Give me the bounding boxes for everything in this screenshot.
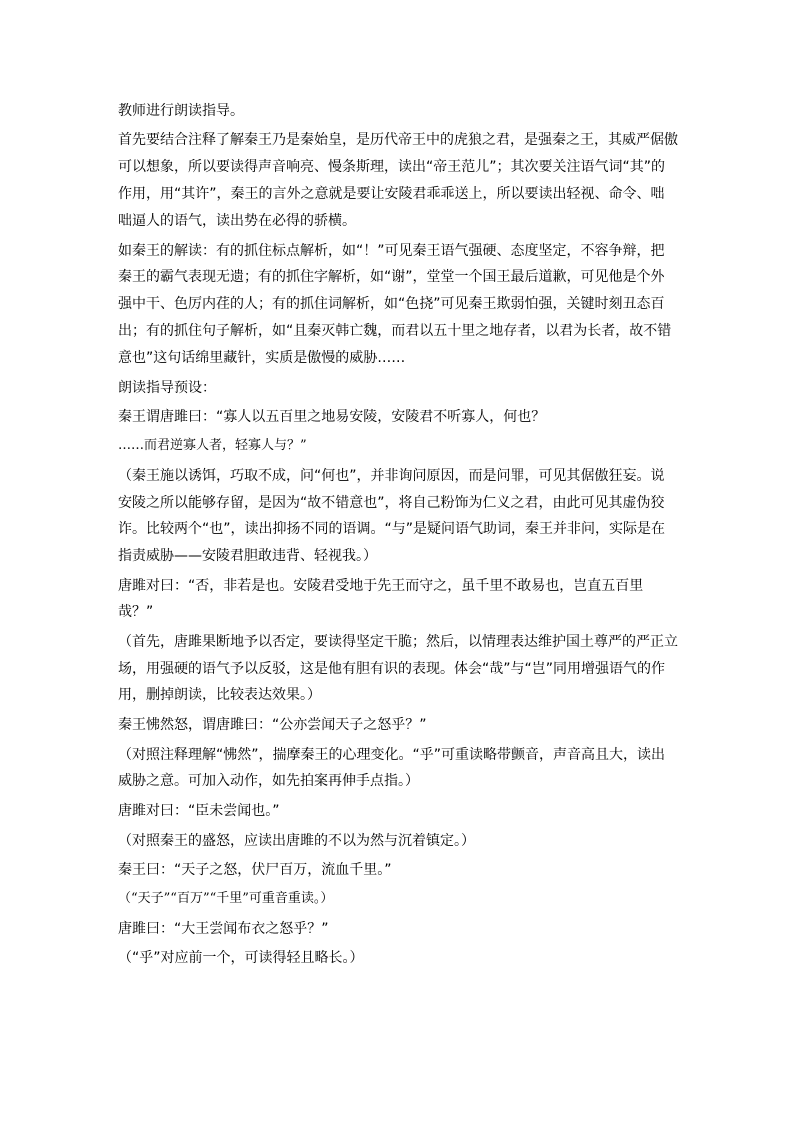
document-body — [118, 98, 678, 975]
paragraph-qin-speech-2: 秦王怫然怒，谓唐雎曰：“公亦尝闻天子之怒乎？” — [118, 717, 427, 734]
paragraph-qin-speech-1: 秦王谓唐雎曰：“寡人以五百里之地易安陵，安陵君不听寡人，何也？ — [118, 408, 546, 425]
paragraph-qin-speech-3: 秦王曰：“天子之怒，伏尸百万，流血千里。” — [118, 862, 392, 878]
paragraph-tang-reply-1: 唐雎对曰：“否，非若是也。安陵君受地于先王而守之，虽千里不敢易也，岂直五百里哉？” — [118, 577, 644, 621]
paragraph-tang-reply-3: 唐雎曰：“大王尝闻布衣之怒乎？” — [118, 920, 329, 937]
paragraph-note-2: （首先，唐雎果断地予以否定，要读得坚定干脆；然后，以情理表达维护国土尊严的严正立场，用强硬的语气予以反驳，这是他有胆有识的表现。体会“哉”与“岂”同用增强语气的作用，删掉朗读，比较表达效果。） — [118, 633, 678, 704]
paragraph-note-6: （“乎”对应前一个，可读得轻且略长。） — [118, 950, 364, 967]
paragraph-note-4: （对照秦王的盛怒，应读出唐雎的不以为然与沉着镇定。） — [118, 832, 475, 849]
paragraph-note-5: （“天子”“百万”“千里”可重音重读。） — [118, 891, 334, 907]
paragraph-tang-reply-2: 唐雎对曰：“臣未尝闻也。” — [118, 803, 280, 820]
paragraph-intro: 教师进行朗读指导。 — [118, 103, 244, 119]
paragraph-first-analysis: 首先要结合注释了解秦王乃是秦始皇，是历代帝王中的虎狼之君，是强秦之王，其威严倨傲可以想象，所以要读得声音响亮、慢条斯理，读出“帝王范儿”；其次要关注语气词“其”的作用，用“其许”，秦王的言外之意就是要让安陵君乖乖送上，所以要读出轻视、命令、咄咄逼人的语气，读出势在必得的骄横。 — [118, 132, 678, 229]
paragraph-qin-speech-1-cont: ……而君逆寡人者，轻寡人与？” — [118, 438, 307, 454]
paragraph-note-3: （对照注释理解“怫然”，揣摩秦王的心理变化。“乎”可重读略带颤音，声音高且大，读出威胁之意。可加入动作，如先拍案再伸手点指。） — [118, 746, 666, 790]
paragraph-preset-heading: 朗读指导预设： — [118, 379, 216, 396]
paragraph-note-1: （秦王施以诱饵，巧取不成，问“何也”，并非询问原因，而是问罪，可见其倨傲狂妄。说安陵之所以能够存留，是因为“故不错意也”，将自己粉饰为仁义之君，由此可见其虚伪狡诈。比较两个“也”，读出抑扬不同的语调。“与”是疑问语气助词，秦王并非问，实际是在指责威胁——安陵君胆敢违背、轻视我。） — [118, 467, 666, 565]
paragraph-interpretation: 如秦王的解读：有的抓住标点解析，如“！”可见秦王语气强硬、态度坚定，不容争辩，把秦王的霸气表现无遗；有的抓住字解析，如“谢”，堂堂一个国王最后道歉，可见他是个外强中干、色厉内荏的人；有的抓住词解析，如“色挠”可见秦王欺弱怕强，关键时刻丑态百出；有的抓住句子解析，如“且秦灭韩亡魏，而君以五十里之地存者，以君为长者，故不错意也”这句话绵里藏针，实质是傲慢的威胁…… — [118, 242, 672, 366]
